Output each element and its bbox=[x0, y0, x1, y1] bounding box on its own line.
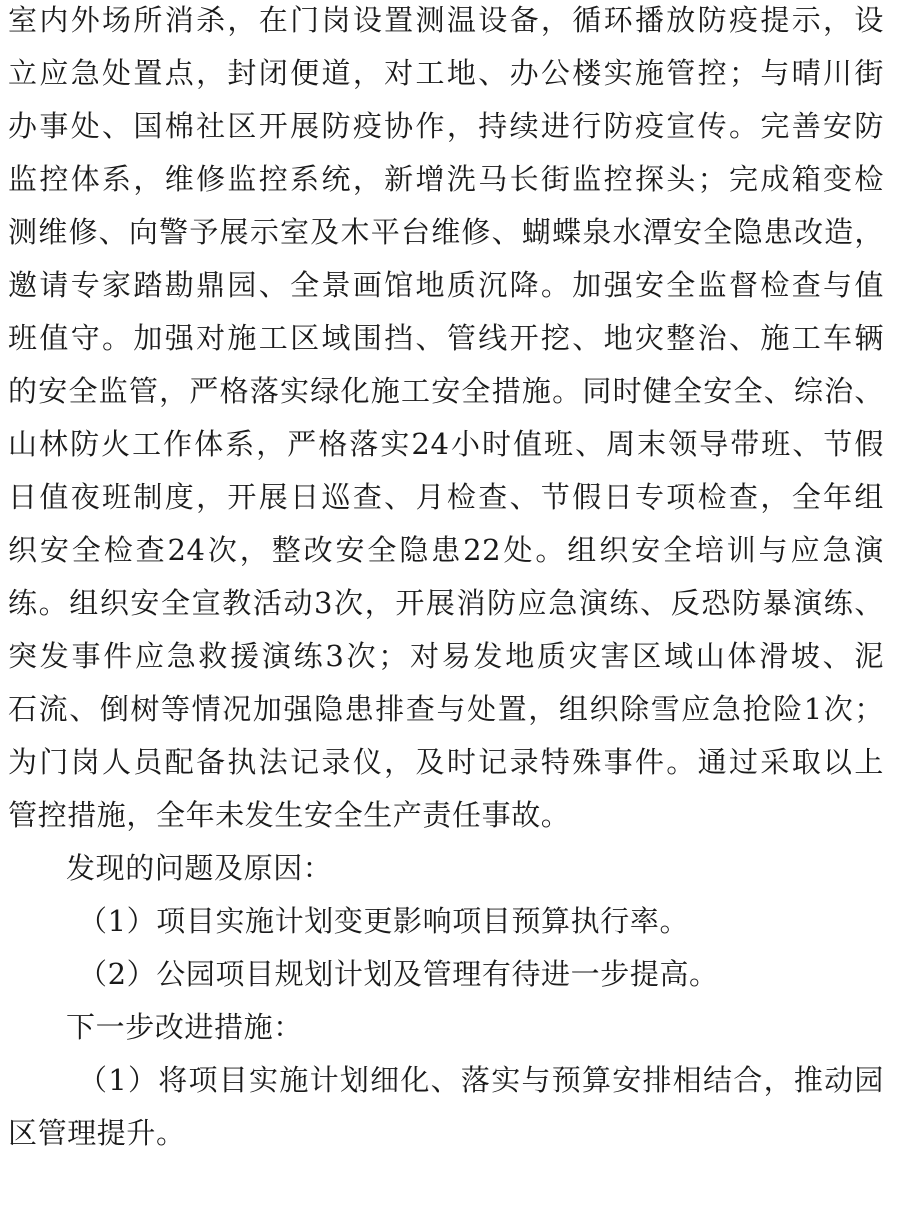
paragraph-line: 邀请专家踏勘鼎园、全景画馆地质沉降。加强安全监督检查与值 bbox=[8, 268, 884, 302]
paragraph-line: 练。组织安全宣教活动3次，开展消防应急演练、反恐防暴演练、 bbox=[8, 586, 884, 620]
paragraph-line: 测维修、向警予展示室及木平台维修、蝴蝶泉水潭安全隐患改造， bbox=[8, 215, 884, 249]
paragraph-line: 的安全监管，严格落实绿化施工安全措施。同时健全安全、综治、 bbox=[8, 374, 884, 408]
paragraph-line: 山林防火工作体系，严格落实24小时值班、周末领导带班、节假 bbox=[8, 427, 884, 461]
paragraph-line: 管控措施，全年未发生安全生产责任事故。 bbox=[8, 798, 571, 832]
paragraph-line: 监控体系，维修监控系统，新增洗马长街监控探头；完成箱变检 bbox=[8, 162, 884, 196]
paragraph-line: 突发事件应急救援演练3次；对易发地质灾害区域山体滑坡、泥 bbox=[8, 639, 884, 673]
problem-item: （1）项目实施计划变更影响项目预算执行率。 bbox=[78, 904, 690, 938]
paragraph-line: 石流、倒树等情况加强隐患排查与处置，组织除雪应急抢险1次； bbox=[8, 692, 884, 726]
paragraph-line: 为门岗人员配备执法记录仪，及时记录特殊事件。通过采取以上 bbox=[8, 745, 884, 779]
paragraph-line: 办事处、国棉社区开展防疫协作，持续进行防疫宣传。完善安防 bbox=[8, 109, 884, 143]
improvements-heading: 下一步改进措施： bbox=[66, 1010, 303, 1044]
improvement-line: （1）将项目实施计划细化、落实与预算安排相结合，推动园 bbox=[78, 1063, 884, 1097]
paragraph-line: 室内外场所消杀，在门岗设置测温设备，循环播放防疫提示，设 bbox=[8, 3, 884, 37]
improvement-line: 区管理提升。 bbox=[8, 1116, 186, 1150]
problem-item: （2）公园项目规划计划及管理有待进一步提高。 bbox=[78, 957, 719, 991]
paragraph-line: 班值守。加强对施工区域围挡、管线开挖、地灾整治、施工车辆 bbox=[8, 321, 884, 355]
paragraph-line: 日值夜班制度，开展日巡查、月检查、节假日专项检查，全年组 bbox=[8, 480, 884, 514]
problems-heading: 发现的问题及原因： bbox=[66, 851, 333, 885]
paragraph-line: 立应急处置点，封闭便道，对工地、办公楼实施管控；与晴川街 bbox=[8, 56, 884, 90]
paragraph-line: 织安全检查24次，整改安全隐患22处。组织安全培训与应急演 bbox=[8, 533, 884, 567]
